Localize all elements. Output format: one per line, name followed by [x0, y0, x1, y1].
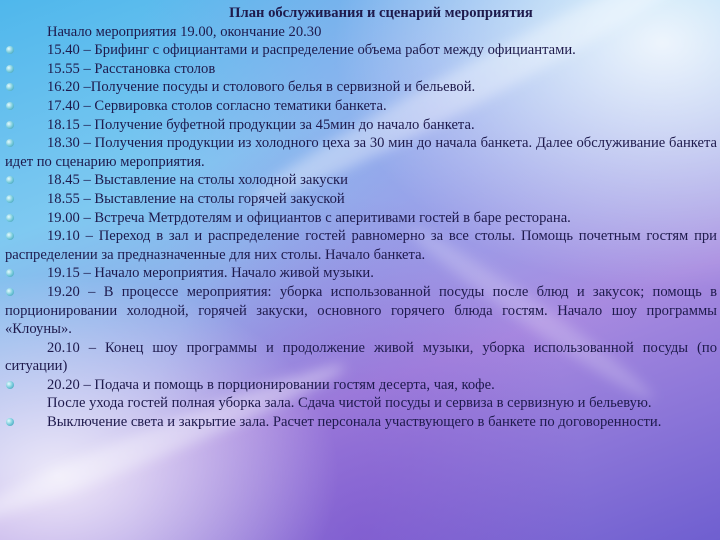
schedule-item-text: 20.20 – Подача и помощь в порционировании гостям десерта, чая, кофе.: [47, 376, 495, 393]
schedule-item-text: 15.40 – Брифинг с официантами и распределение объема работ между официантами.: [47, 42, 576, 59]
schedule-item-text: После ухода гостей полная уборка зала. Сдача чистой посуды и сервиза в сервизную и бельевую.: [47, 395, 652, 412]
bullet-icon: [6, 121, 14, 129]
bullet-icon: [6, 176, 14, 184]
schedule-item: [5, 283, 717, 339]
schedule-item: [5, 171, 717, 190]
bullet-icon: [6, 269, 14, 277]
schedule-item: [5, 134, 717, 171]
bullet-icon: [6, 139, 14, 147]
bullet-icon: [6, 288, 14, 296]
schedule-item: [5, 116, 717, 135]
schedule-item: [5, 264, 717, 283]
schedule-list: [5, 23, 717, 432]
schedule-item: [5, 227, 717, 264]
schedule-item: [5, 78, 717, 97]
document-title: План обслуживания и сценарий мероприятия: [229, 5, 533, 21]
bullet-icon: [6, 214, 14, 222]
schedule-item: [5, 23, 717, 42]
schedule-item-text: 20.10 – Конец шоу программы и продолжение живой музыки, уборка использованной посуды (по ситуации): [5, 339, 717, 375]
schedule-item-text: 17.40 – Сервировка столов согласно тематики банкета.: [47, 97, 387, 114]
schedule-item-text: 16.20 –Получение посуды и столового белья в сервизной и бельевой.: [47, 79, 476, 96]
bullet-icon: [6, 418, 14, 426]
bullet-icon: [6, 102, 14, 110]
schedule-item: [5, 60, 717, 79]
document-body: [5, 4, 717, 432]
bullet-icon: [6, 232, 14, 240]
bullet-icon: [6, 46, 14, 54]
bullet-icon: [6, 195, 14, 203]
schedule-item-text: 15.55 – Расстановка столов: [47, 60, 216, 77]
schedule-item-text: 19.00 – Встреча Метрдотелям и официантов с аперитивами гостей в баре ресторана.: [47, 209, 571, 226]
schedule-item: [5, 376, 717, 395]
schedule-item: [5, 413, 717, 432]
schedule-item-text: Начало мероприятия 19.00, окончание 20.30: [47, 23, 322, 40]
schedule-item: [5, 339, 717, 376]
schedule-item: [5, 97, 717, 116]
schedule-item-text: 18.45 – Выставление на столы холодной закуски: [47, 172, 348, 189]
bullet-icon: [6, 65, 14, 73]
schedule-item-text: 18.15 – Получение буфетной продукции за 45мин до начало банкета.: [47, 116, 475, 133]
schedule-item: [5, 190, 717, 209]
schedule-item-text: Выключение света и закрытие зала. Расчет персонала участвующего в банкете по договоренности.: [47, 414, 662, 431]
schedule-item-text: 19.10 – Переход в зал и распределение гостей равномерно за все столы. Помощь почетным гостям при распределении за предназначенные для них столы. Начало банкета.: [5, 228, 717, 263]
schedule-item-text: 18.30 – Получения продукции из холодного цеха за 30 мин до начала банкета. Далее обслуживание банкета идет по сценарию мероприятия.: [5, 135, 717, 170]
schedule-item: [5, 394, 717, 413]
bullet-icon: [6, 83, 14, 91]
schedule-item-text: 19.20 – В процессе мероприятия: уборка использованной посуды после блюд и закусок; помощь в порционировании холодной, горячей закуски, основного горячего блюда гостям. Начало шоу программы «Клоуны».: [5, 283, 717, 338]
schedule-item: [5, 41, 717, 60]
schedule-item-text: 19.15 – Начало мероприятия. Начало живой музыки.: [47, 265, 374, 282]
bullet-icon: [6, 381, 14, 389]
schedule-item: [5, 209, 717, 228]
schedule-item-text: 18.55 – Выставление на столы горячей закуской: [47, 190, 345, 207]
